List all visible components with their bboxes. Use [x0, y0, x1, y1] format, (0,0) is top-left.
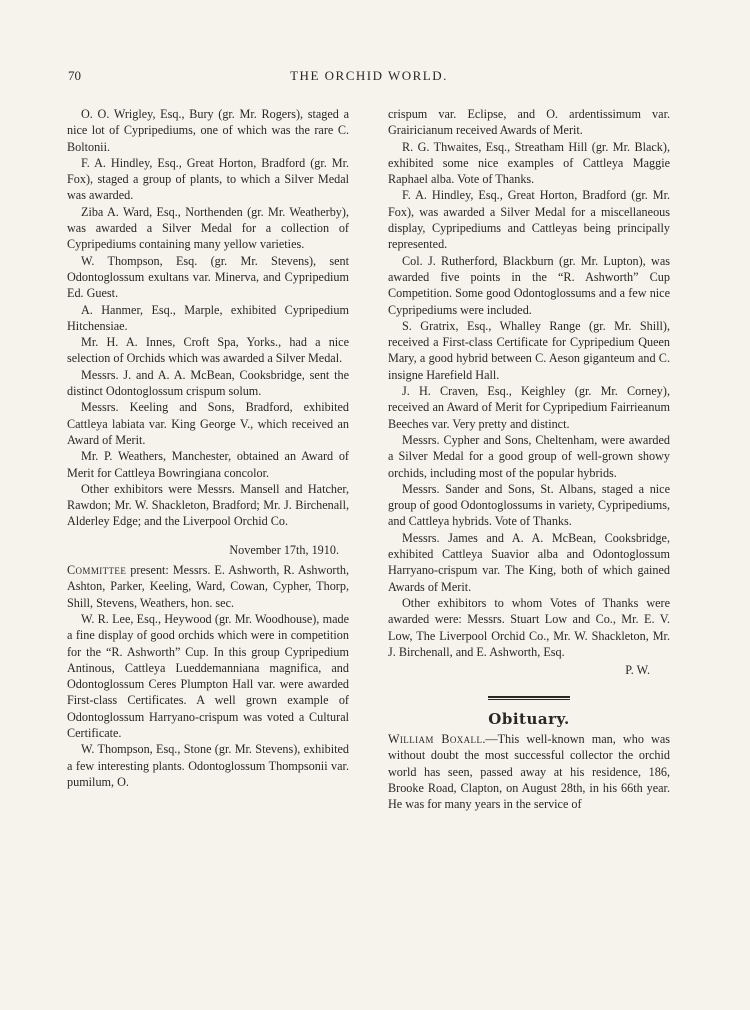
paragraph: R. G. Thwaites, Esq., Streatham Hill (gr. Mr. Black), exhibited some nice examples of Cattleya Maggie Raphael alba. Vote of Thanks.	[388, 139, 670, 187]
paragraph: Ziba A. Ward, Esq., Northenden (gr. Mr. Weatherby), was awarded a Silver Medal for a collection of Cypripediums containing many yellow varieties.	[67, 204, 349, 252]
paragraph: W. R. Lee, Esq., Heywood (gr. Mr. Woodhouse), made a fine display of good orchids which were in competition for the “R. Ashworth” Cup. In this group Cypripedium Antinous, Cattleya Lueddemanniana magnifica, and Odontoglossum Ceres Plumpton Hall var. were awarded First-class Certificates. A well grown example of Odontoglossum Harryano-crispum was voted a Cultural Certificate.	[67, 611, 349, 740]
left-column	[67, 106, 349, 790]
obituary-paragraph	[388, 731, 670, 812]
obituary-heading: Obituary.	[488, 709, 570, 728]
paragraph: W. Thompson, Esq., Stone (gr. Mr. Stevens), exhibited a few interesting plants. Odontoglossum Thompsonii var. pumilum, O.	[67, 742, 349, 789]
paragraph: F. A. Hindley, Esq., Great Horton, Bradford (gr. Mr. Fox), staged a group of plants, to which a Silver Medal was awarded.	[67, 155, 349, 203]
paragraph: Messrs. Sander and Sons, St. Albans, staged a nice group of good Odontoglossums in variety, Cypripediums, and Cattleya hybrids. Vote of Thanks.	[388, 481, 670, 529]
paragraph: Mr. P. Weathers, Manchester, obtained an Award of Merit for Cattleya Bowringiana concolor.	[67, 449, 349, 480]
committee-text: present: Messrs. E. Ashworth, R. Ashworth, Ashton, Parker, Keeling, Ward, Cowan, Cypher, Thorp, Shill, Stevens, Weathers, hon. sec.	[67, 563, 349, 610]
paragraph: F. A. Hindley, Esq., Great Horton, Bradford (gr. Mr. Fox), was awarded a Silver Medal for a miscellaneous display, Cypripediums and Cattleyas being principally represented.	[388, 188, 670, 252]
page-number: 70	[68, 68, 81, 83]
paragraph: Other exhibitors were Messrs. Mansell and Hatcher, Rawdon; Mr. W. Shackleton, Bradford; Mr. J. Birchenall, Alderley Edge; and the Liverpool Orchid Co.	[67, 481, 349, 529]
running-title: THE ORCHID WORLD.	[290, 68, 448, 83]
right-column	[388, 106, 670, 812]
paragraph: Messrs. J. and A. A. McBean, Cooksbridge, sent the distinct Odontoglossum crispum solum.	[67, 367, 349, 399]
divider-rule	[488, 696, 570, 700]
paragraph: W. Thompson, Esq. (gr. Mr. Stevens), sent Odontoglossum exultans var. Minerva, and Cypripedium Ed. Guest.	[67, 253, 349, 301]
committee-label: Committee	[67, 563, 127, 578]
paragraph: Messrs. James and A. A. McBean, Cooksbridge, exhibited Cattleya Suavior alba and Odontoglossum Harryano-crispum var. The King, both of which gained Awards of Merit.	[388, 530, 670, 594]
paragraph: Other exhibitors to whom Votes of Thanks were awarded were: Messrs. Stuart Low and Co., Mr. E. V. Low, The Liverpool Orchid Co., Mr. W. Shackleton, Mr. J. Birchenall, and E. Ashworth, Esq.	[388, 595, 670, 659]
paragraph: J. H. Craven, Esq., Keighley (gr. Mr. Corney), received an Award of Merit for Cypripedium Fairrieanum Beeches var. Very pretty and distinct.	[388, 384, 670, 431]
paragraph: A. Hanmer, Esq., Marple, exhibited Cypripedium Hitchensiae.	[67, 302, 349, 333]
paragraph: O. O. Wrigley, Esq., Bury (gr. Mr. Rogers), staged a nice lot of Cypripediums, one of which was the rare C. Boltonii.	[67, 107, 349, 154]
section-divider	[388, 688, 670, 704]
signature: P. W.	[625, 663, 650, 678]
paragraph: Messrs. Keeling and Sons, Bradford, exhibited Cattleya labiata var. King George V., which received an Award of Merit.	[67, 400, 349, 447]
committee-paragraph	[67, 562, 349, 611]
obituary-text: .—This well-known man, who was without doubt the most successful collector the orchid world has seen, passed away at his residence, 186, Brooke Road, Clapton, on August 28th, in his 66th year. He was for many years in the service of	[388, 731, 671, 812]
paragraph: Col. J. Rutherford, Blackburn (gr. Mr. Lupton), was awarded five points in the “R. Ashworth” Cup Competition. Some good Odontoglossums and a few nice Cypripediums were included.	[388, 253, 670, 317]
paragraph: S. Gratrix, Esq., Whalley Range (gr. Mr. Shill), received a First-class Certificate for Cypripedium Queen Mary, a good hybrid between C. Aeson giganteum and C. insigne Harefield Hall.	[388, 318, 670, 382]
meeting-date: November 17th, 1910.	[229, 542, 339, 557]
paragraph: Mr. H. A. Innes, Croft Spa, Yorks., had a nice selection of Orchids which was awarded a Silver Medal.	[67, 335, 349, 366]
page-header	[68, 68, 670, 86]
paragraph: Messrs. Cypher and Sons, Cheltenham, were awarded a Silver Medal for a good group of well-grown showy orchids, including most of the popular hybrids.	[388, 432, 670, 480]
continued-paragraph: crispum var. Eclipse, and O. ardentissimum var. Grairicianum received Awards of Merit.	[388, 107, 670, 138]
obituary-name: William Boxall	[388, 731, 483, 746]
